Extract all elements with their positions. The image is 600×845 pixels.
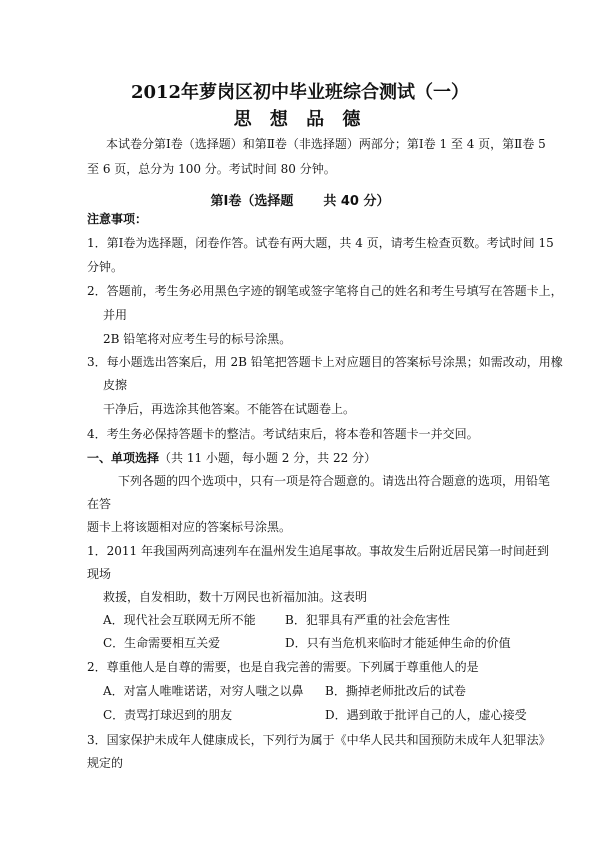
q1-option-b: B．犯罪具有严重的社会危害性 bbox=[285, 613, 450, 627]
notice-item-3b: 皮擦 bbox=[103, 378, 128, 392]
subject-title: 思 想 品 德 bbox=[233, 109, 367, 130]
q2-option-c: C．责骂打球迟到的朋友 bbox=[103, 708, 233, 722]
notice-item-2a: 2．答题前，考生务必用黑色字迹的钢笔或签字笔将自己的姓名和考生号填写在答题卡上， bbox=[87, 284, 563, 298]
q1-option-c: C．生命需要相互关爱 bbox=[103, 636, 221, 650]
q1-option-d: D．只有当危机来临时才能延伸生命的价值 bbox=[285, 636, 511, 650]
q3-stem-b: 规定的 bbox=[87, 756, 124, 770]
part1-instruction-b: 在答 bbox=[87, 497, 112, 511]
q2-option-a: A．对富人唯唯诺诺，对穷人嗤之以鼻 bbox=[103, 684, 304, 698]
part1-instruction-c: 题卡上将该题相对应的答案标号涂黑。 bbox=[87, 520, 292, 534]
part1-instruction-a: 下列各题的四个选项中，只有一项是符合题意的。请选出符合题意的选项，用铅笔 bbox=[118, 474, 551, 488]
notice-item-2b: 并用 bbox=[103, 308, 128, 322]
q3-stem-a: 3．国家保护未成年人健康成长，下列行为属于《中华人民共和国预防未成年人犯罪法》 bbox=[87, 733, 551, 747]
q1-option-a: A．现代社会互联网无所不能 bbox=[103, 613, 256, 627]
notice-item-1a: 1．第Ⅰ卷为选择题，闭卷作答。试卷有两大题，共 4 页，请考生检查页数。考试时间 15 bbox=[87, 236, 554, 250]
notice-item-4: 4．考生务必保持答题卡的整洁。考试结束后，将本卷和答题卡一并交回。 bbox=[87, 427, 479, 441]
q1-stem-c: 救援，自发相助，数十万网民也祈福加油。这表明 bbox=[103, 590, 368, 604]
notice-heading: 注意事项： bbox=[87, 212, 148, 226]
part1-heading bbox=[87, 451, 376, 465]
notice-item-3c: 干净后，再选涂其他答案。不能答在试题卷上。 bbox=[103, 402, 356, 416]
section-heading bbox=[0, 190, 600, 209]
exam-title: 2012年萝岗区初中毕业班综合测试（一） bbox=[130, 82, 470, 103]
section-total-label: 共 40 分） bbox=[323, 194, 390, 209]
q1-stem-a: 1．2011 年我国两列高速列车在温州发生追尾事故。事故发生后附近居民第一时间赶到 bbox=[87, 544, 549, 558]
notice-item-1b: 分钟。 bbox=[87, 260, 124, 274]
intro-line-2: 至 6 页，总分为 100 分。考试时间 80 分钟。 bbox=[87, 162, 336, 176]
notice-item-2c: 2B 铅笔将对应考生号的标号涂黑。 bbox=[103, 332, 292, 346]
notice-item-3a: 3．每小题选出答案后，用 2B 铅笔把答题卡上对应题目的答案标号涂黑；如需改动，用橡 bbox=[87, 355, 563, 369]
intro-line-1: 本试卷分第Ⅰ卷（选择题）和第Ⅱ卷（非选择题）两部分；第Ⅰ卷 1 至 4 页，第Ⅱ卷 5 bbox=[106, 137, 546, 151]
section-part-label: 第Ⅰ卷（选择题 bbox=[210, 194, 294, 209]
q2-option-b: B．撕掉老师批改后的试卷 bbox=[325, 684, 466, 698]
q2-option-d: D．遇到敢于批评自己的人，虚心接受 bbox=[325, 708, 527, 722]
q2-stem: 2．尊重他人是自尊的需要，也是自我完善的需要。下列属于尊重他人的是 bbox=[87, 660, 479, 674]
q1-stem-b: 现场 bbox=[87, 567, 112, 581]
part1-heading-rest: （共 11 小题，每小题 2 分，共 22 分） bbox=[159, 451, 377, 465]
part1-heading-label: 一、单项选择 bbox=[87, 451, 160, 465]
